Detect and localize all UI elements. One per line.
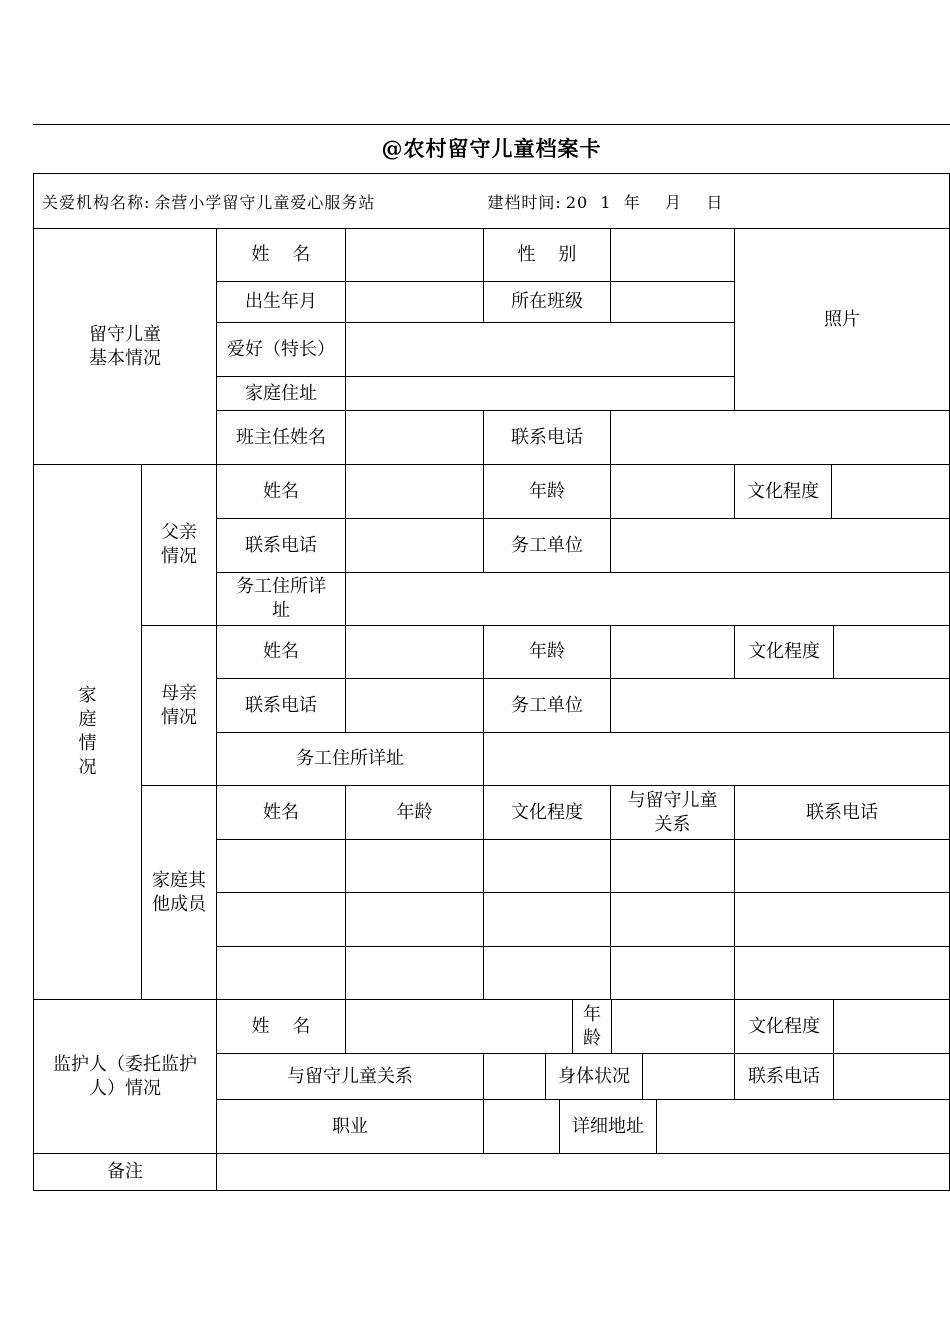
member-2-education-input[interactable]	[483, 892, 611, 947]
child-birth-label: 出生年月	[245, 291, 317, 312]
member-1-phone-input[interactable]	[734, 839, 950, 893]
mother-work-address-label: 务工住所详址	[296, 748, 404, 769]
guardian-health-label: 身体状况	[558, 1065, 630, 1087]
guardian-relation-input[interactable]	[483, 1053, 546, 1100]
child-name-input[interactable]	[345, 228, 484, 282]
institution-name: 余营小学留守儿童爱心服务站	[154, 192, 376, 212]
father-age-label: 年龄	[529, 480, 565, 502]
member-3-relation-input[interactable]	[610, 946, 735, 1000]
member-3-education-input[interactable]	[483, 946, 611, 1000]
child-gender-input[interactable]	[610, 228, 735, 282]
father-work-address-label: 务工住所详 址	[236, 576, 326, 621]
member-1-name-input[interactable]	[216, 839, 346, 893]
father-employer-input[interactable]	[610, 518, 950, 573]
mother-age-input[interactable]	[610, 625, 735, 679]
others-col-phone: 联系电话	[806, 801, 878, 823]
mother-name-input[interactable]	[345, 625, 484, 679]
teacher-phone-input[interactable]	[610, 410, 950, 465]
child-hobby-label: 爱好（特长）	[227, 338, 335, 360]
child-hobby-input[interactable]	[345, 322, 735, 377]
mother-employer-input[interactable]	[610, 678, 950, 733]
member-1-relation-input[interactable]	[610, 839, 735, 893]
others-section-label: 家庭其 他成员	[152, 869, 206, 915]
guardian-phone-input[interactable]	[833, 1053, 950, 1100]
child-gender-label: 性 别	[517, 244, 577, 265]
teacher-input[interactable]	[345, 410, 484, 465]
member-2-age-input[interactable]	[345, 892, 484, 947]
guardian-name-input[interactable]	[345, 999, 573, 1054]
father-education-label: 文化程度	[747, 480, 819, 502]
father-name-label: 姓名	[263, 480, 299, 502]
teacher-phone-label: 联系电话	[511, 426, 583, 448]
guardian-address-input[interactable]	[656, 1099, 950, 1154]
guardian-relation-label: 与留守儿童关系	[287, 1065, 413, 1087]
mother-education-input[interactable]	[833, 625, 950, 679]
father-education-input[interactable]	[831, 464, 950, 519]
guardian-age-label: 年 龄	[583, 1003, 601, 1049]
mother-section-label: 母亲 情况	[161, 682, 197, 728]
remarks-input[interactable]	[216, 1153, 950, 1191]
member-2-relation-input[interactable]	[610, 892, 735, 947]
father-phone-input[interactable]	[345, 518, 484, 573]
date-label: 建档时间:	[487, 192, 562, 212]
top-rule	[33, 124, 950, 125]
child-section-label: 留守儿童 基本情况	[89, 323, 161, 369]
mother-name-label: 姓名	[263, 641, 299, 662]
guardian-phone-label: 联系电话	[748, 1065, 820, 1087]
child-class-label: 所在班级	[511, 291, 583, 312]
father-age-input[interactable]	[610, 464, 735, 519]
guardian-occupation-input[interactable]	[483, 1099, 560, 1154]
father-section-label: 父亲 情况	[161, 522, 197, 567]
member-1-age-input[interactable]	[345, 839, 484, 893]
father-work-address-input[interactable]	[345, 572, 950, 626]
guardian-education-input[interactable]	[833, 999, 950, 1054]
guardian-name-label: 姓 名	[251, 1015, 311, 1037]
teacher-label: 班主任姓名	[236, 426, 326, 448]
institution-row	[34, 174, 949, 228]
family-section-label: 家 庭 情 况	[78, 685, 97, 778]
others-col-name: 姓名	[263, 801, 299, 823]
guardian-education-label: 文化程度	[748, 1015, 820, 1037]
mother-work-address-input[interactable]	[483, 732, 950, 786]
guardian-health-input[interactable]	[642, 1053, 735, 1100]
guardian-occupation-label: 职业	[332, 1115, 368, 1137]
guardian-age-input[interactable]	[611, 999, 735, 1054]
child-address-input[interactable]	[345, 376, 735, 411]
guardian-address-label: 详细地址	[572, 1115, 644, 1137]
child-address-label: 家庭住址	[245, 382, 317, 404]
guardian-section-label: 监护人（委托监护 人）情况	[53, 1053, 197, 1099]
father-phone-label: 联系电话	[245, 534, 317, 556]
member-2-phone-input[interactable]	[734, 892, 950, 947]
child-class-input[interactable]	[610, 281, 735, 323]
mother-phone-label: 联系电话	[245, 694, 317, 716]
page-title: @农村留守儿童档案卡	[381, 136, 602, 161]
others-col-relation: 与留守儿童 关系	[627, 789, 718, 835]
member-1-education-input[interactable]	[483, 839, 611, 893]
institution-label: 关爱机构名称:	[42, 192, 151, 212]
father-name-input[interactable]	[345, 464, 484, 519]
child-birth-input[interactable]	[345, 281, 484, 323]
photo-label: 照片	[824, 308, 860, 330]
date-value: 20 1 年 月 日	[565, 192, 724, 212]
member-3-age-input[interactable]	[345, 946, 484, 1000]
others-col-age: 年龄	[396, 801, 433, 823]
mother-employer-label: 务工单位	[511, 694, 583, 716]
member-2-name-input[interactable]	[216, 892, 346, 947]
mother-phone-input[interactable]	[345, 678, 484, 733]
remarks-label: 备注	[107, 1161, 143, 1182]
child-name-label: 姓 名	[251, 244, 311, 265]
member-3-name-input[interactable]	[216, 946, 346, 1000]
mother-age-label: 年龄	[529, 641, 565, 662]
father-employer-label: 务工单位	[511, 534, 583, 556]
member-3-phone-input[interactable]	[734, 946, 950, 1000]
others-col-education: 文化程度	[511, 801, 583, 823]
mother-education-label: 文化程度	[748, 641, 820, 662]
